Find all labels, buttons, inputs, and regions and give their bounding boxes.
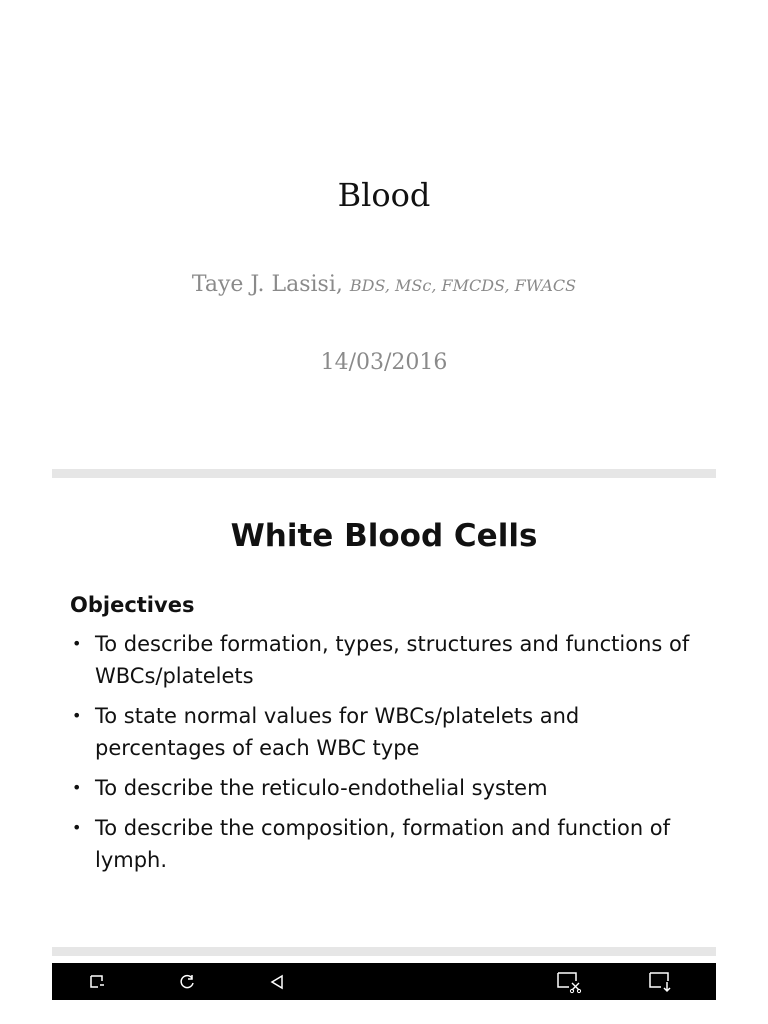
- home-icon[interactable]: [174, 969, 200, 995]
- author-credentials: BDS, MSc, FMCDS, FWACS: [349, 276, 577, 295]
- bullet-icon: •: [72, 818, 82, 837]
- system-navigation-bar: [52, 963, 716, 1000]
- author-name: Taye J. Lasisi,: [191, 272, 343, 297]
- bullet-icon: •: [72, 778, 82, 797]
- objectives-heading: Objectives: [70, 593, 195, 617]
- list-item: • To describe the composition, formation and function of lymph.: [70, 812, 700, 876]
- screenshot-download-icon[interactable]: [648, 969, 674, 995]
- recent-apps-icon[interactable]: [84, 969, 110, 995]
- objectives-list: [70, 628, 700, 884]
- slide-divider: [52, 469, 716, 478]
- slide-objectives: [52, 478, 716, 947]
- screenshot-crop-icon[interactable]: [556, 969, 582, 995]
- presentation-date: 14/03/2016: [320, 350, 448, 375]
- bullet-icon: •: [72, 634, 82, 653]
- list-item: • To describe the reticulo-endothelial system: [70, 772, 700, 804]
- list-item: • To describe formation, types, structures and functions of WBCs/platelets: [70, 628, 700, 692]
- bullet-icon: •: [72, 706, 82, 725]
- slide-title-page: [52, 0, 716, 470]
- list-item: • To state normal values for WBCs/platelets and percentages of each WBC type: [70, 700, 700, 764]
- slide-title: White Blood Cells: [230, 518, 538, 554]
- back-icon[interactable]: [264, 969, 290, 995]
- author-line: [52, 272, 716, 297]
- slide-title: Blood: [337, 176, 431, 214]
- slide-divider: [52, 947, 716, 956]
